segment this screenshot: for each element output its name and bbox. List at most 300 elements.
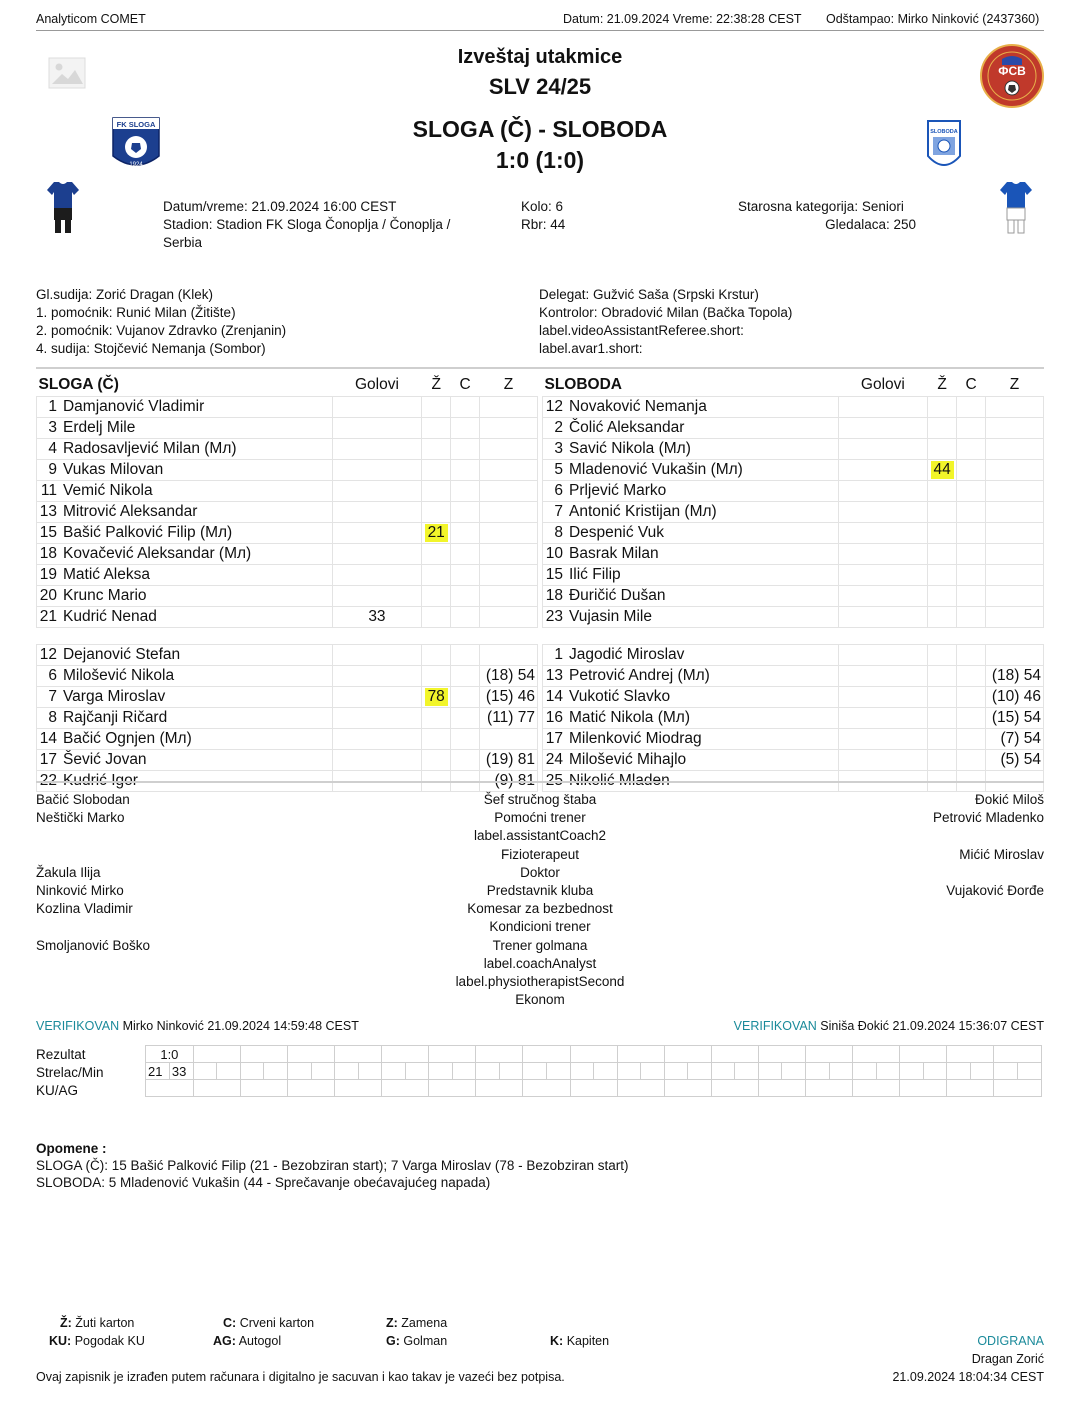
player-number: 2 [543,418,567,439]
player-substitution: (19) 81 [480,750,538,771]
away-staff-member: Mićić Miroslav [959,846,1044,862]
away-staff-member [744,900,1044,918]
player-yellow-card [422,544,451,565]
official-assistant-2: 2. pomoćnik: Vujanov Zdravko (Zrenjanin) [36,323,287,338]
away-staff-member [744,918,1044,936]
staff-role: label.assistantCoach2 [473,828,607,844]
away-staff-member: Petrović Mladenko [932,810,1044,826]
grid-label-ku-ag: KU/AG [36,1083,79,1098]
col-red: C [459,376,471,393]
grid-scorer-cell [382,1063,406,1080]
grid-ku-ag-cell [853,1080,900,1097]
player-goals [838,666,928,687]
grid-minute-cell [688,1063,712,1080]
home-staff-member: Smoljanović Boško [36,937,151,953]
player-goals [838,502,928,523]
player-number: 7 [543,502,567,523]
player-goals [838,460,928,481]
home-staff-member: Kozlina Vladimir [36,901,133,917]
player-yellow-card [928,439,957,460]
federation-logo [980,43,1044,112]
player-substitution [985,418,1043,439]
player-substitution [985,397,1043,418]
player-yellow-card [422,666,451,687]
player-yellow-card [422,523,451,544]
legend-key: Z: [386,1316,398,1330]
away-team-badge [925,118,963,177]
player-row [543,729,1044,750]
player-row [543,666,1044,687]
legend-key: KU: [49,1334,72,1348]
player-name: Vukas Milovan [61,460,332,481]
player-name: Kovačević Aleksandar (Мл) [61,544,332,565]
player-name: Bašić Palković Filip (Мл) [61,523,332,544]
grid-ku-ag-cell [382,1080,429,1097]
grid-scorer-cell [711,1063,735,1080]
away-staff-list [744,791,1044,1009]
grid-scorer-cell [994,1063,1018,1080]
player-row [543,750,1044,771]
player-yellow-card [422,645,451,666]
disclaimer: Ovaj zapisnik je izrađen putem računara i digitalno je sacuvan i kao takav je vazeći bez potpisa. [36,1370,565,1384]
grid-result-cell [758,1046,805,1063]
home-staff-member: Žakula Ilija [36,864,101,880]
staff-role: Šef stručnog štaba [483,792,597,807]
player-substitution [985,544,1043,565]
grid-result-cell [287,1046,334,1063]
player-name: Milenković Miodrag [567,729,838,750]
home-staff-member [36,973,336,991]
player-yellow-card [928,586,957,607]
grid-ku-ag-cell [193,1080,240,1097]
legend-ku [49,1334,145,1348]
printed-info: Datum: 21.09.2024 Vreme: 22:38:28 CEST [563,12,802,26]
grid-minute-cell [405,1063,429,1080]
officials-right [539,286,792,358]
player-red-card [451,397,480,418]
player-substitution [480,645,538,666]
legend-value: Autogol [238,1334,282,1348]
player-substitution: (18) 54 [985,666,1043,687]
printed-by: Odštampao: Mirko Ninković (2437360) [826,12,1040,26]
player-goals [838,418,928,439]
grid-result-cell [476,1046,523,1063]
col-red: C [965,376,977,393]
grid-ku-ag-cell [617,1080,664,1097]
player-number: 6 [543,481,567,502]
legend-ag [213,1334,281,1348]
player-substitution: (5) 54 [985,750,1043,771]
grid-minute-cell [641,1063,665,1080]
player-substitution [480,439,538,460]
grid-result-cell [193,1046,240,1063]
official-controller: Kontrolor: Obradović Milan (Bačka Topola) [539,305,793,320]
player-name: Varga Miroslav [61,687,332,708]
staff-roles-list [340,791,740,1009]
away-staff-member: Vujaković Đorđe [946,882,1044,898]
grid-minute-cell [1017,1063,1041,1080]
legend-sub [386,1316,447,1330]
player-goals [838,523,928,544]
player-number: 8 [37,708,61,729]
grid-scorer-cell [476,1063,500,1080]
player-number: 14 [37,729,61,750]
home-verified-by: Mirko Ninković 21.09.2024 14:59:48 CEST [122,1019,359,1033]
grid-result-cell [806,1046,853,1063]
player-substitution [985,460,1043,481]
grid-result-cell [570,1046,617,1063]
player-substitution [985,607,1043,628]
player-red-card [451,586,480,607]
player-yellow-card [422,687,451,708]
player-goals [838,481,928,502]
goals-grid-labels [36,1046,104,1100]
player-name: Vujasin Mile [567,607,838,628]
cautions-away: SLOBODA: 5 Mladenović Vukašin (44 - Sprečavanje obećavajućeg napada) [36,1175,491,1190]
player-substitution [985,481,1043,502]
player-number: 10 [543,544,567,565]
player-red-card [451,544,480,565]
age-category: Starosna kategorija: Seniori [738,199,904,214]
home-badge-year: 1924 [129,162,143,168]
grid-ku-ag-cell [476,1080,523,1097]
col-goals: Golovi [354,376,399,393]
yellow-card-minute: 78 [425,688,448,706]
player-goals [332,481,422,502]
away-staff-member [744,937,1044,955]
grid-scorer-cell [570,1063,594,1080]
player-row [543,460,1044,481]
player-number: 4 [37,439,61,460]
player-goals [332,460,422,481]
player-red-card [451,687,480,708]
legend-value: Zamena [401,1316,448,1330]
grid-label-scorer: Strelac/Min [36,1065,104,1080]
player-goals [332,586,422,607]
legend-gk [386,1334,447,1348]
player-red-card [451,565,480,586]
player-goals [838,586,928,607]
home-team-badge [110,116,162,177]
col-yellow: Ž [431,376,441,393]
player-substitution [480,418,538,439]
player-substitution [480,523,538,544]
grid-scorer-cell [287,1063,311,1080]
home-lineup-table [36,374,538,792]
player-substitution [480,460,538,481]
player-row [543,481,1044,502]
player-yellow-card [422,481,451,502]
player-row [37,607,538,628]
player-red-card [451,708,480,729]
player-number: 15 [37,523,61,544]
grid-scorer-cell [664,1063,688,1080]
home-staff-member [36,918,336,936]
player-name: Jagodić Miroslav [567,645,838,666]
player-red-card [451,523,480,544]
player-substitution [480,565,538,586]
verified-label: VERIFIKOVAN [36,1019,120,1033]
player-yellow-card [928,645,957,666]
player-goals [838,544,928,565]
player-number: 24 [543,750,567,771]
legend-red [223,1316,314,1330]
player-substitution [480,502,538,523]
player-name: Basrak Milan [567,544,838,565]
grid-result-cell [664,1046,711,1063]
player-red-card [451,666,480,687]
away-staff-member: Đokić Miloš [974,792,1044,807]
staff-role: label.physiotherapistSecond [455,973,625,989]
player-goals [332,645,422,666]
player-row [37,565,538,586]
grid-result-cell [382,1046,429,1063]
spectators: Gledalaca: 250 [825,217,916,232]
player-yellow-card [928,544,957,565]
grid-result-cell [429,1046,476,1063]
player-yellow-card [422,607,451,628]
player-red-card [451,729,480,750]
player-red-card [957,460,986,481]
player-substitution: (11) 77 [480,708,538,729]
player-red-card [957,565,986,586]
player-name: Šević Jovan [61,750,332,771]
player-number: 18 [543,586,567,607]
home-staff-member [36,827,336,845]
player-yellow-card [928,460,957,481]
player-number: 6 [37,666,61,687]
legend-value: Žuti karton [75,1316,135,1330]
player-substitution [985,523,1043,544]
competition: SLV 24/25 [488,74,592,99]
player-number: 1 [543,645,567,666]
grid-minute-cell [546,1063,570,1080]
player-yellow-card [422,418,451,439]
player-number: 16 [543,708,567,729]
player-red-card [451,418,480,439]
grid-result-cell [335,1046,382,1063]
staff-role: Pomoćni trener [494,810,586,826]
player-substitution: (7) 54 [985,729,1043,750]
player-yellow-card [422,439,451,460]
player-row [543,565,1044,586]
player-goals [838,397,928,418]
home-staff-member: Neštički Marko [36,810,125,826]
match-title: SLOGA (Č) - SLOBODA [412,116,668,142]
legend-key: AG: [213,1334,236,1348]
player-red-card [957,687,986,708]
player-number: 15 [543,565,567,586]
grid-minute-cell [264,1063,288,1080]
player-number: 11 [37,481,61,502]
col-yellow: Ž [937,376,947,393]
player-name: Kudrić Nenad [61,607,332,628]
grid-minute-cell [358,1063,382,1080]
match-datetime: Datum/vreme: 21.09.2024 16:00 CEST [163,199,397,214]
player-row [37,523,538,544]
player-goals [838,565,928,586]
player-number: 1 [37,397,61,418]
grid-scorer-cell [806,1063,830,1080]
player-row [543,645,1044,666]
player-yellow-card [422,502,451,523]
grid-scorer-cell [617,1063,641,1080]
player-goals [332,687,422,708]
player-goals [332,750,422,771]
player-yellow-card [928,397,957,418]
match-status: ODIGRANA [977,1334,1044,1348]
player-name: Petrović Andrej (Мл) [567,666,838,687]
player-red-card [451,439,480,460]
staff-role: Ekonom [515,992,565,1008]
player-goals [332,565,422,586]
staff-role: Predstavnik kluba [486,882,594,898]
player-number: 12 [37,645,61,666]
legend-key: K: [550,1334,564,1348]
player-row [37,418,538,439]
home-staff-member [36,955,336,973]
grid-minute-cell [782,1063,806,1080]
grid-minute-cell [876,1063,900,1080]
player-name: Čolić Aleksandar [567,418,838,439]
player-number: 21 [37,607,61,628]
player-row [543,607,1044,628]
player-substitution [480,729,538,750]
home-staff-member: Ninković Mirko [36,882,124,898]
signer-name: Dragan Zorić [971,1352,1044,1366]
player-row [37,397,538,418]
player-row [37,460,538,481]
player-yellow-card [422,729,451,750]
home-verification [36,1019,359,1033]
player-yellow-card [422,750,451,771]
player-goals [332,418,422,439]
player-row [543,708,1044,729]
player-goals [838,729,928,750]
away-kit-icon [999,180,1033,234]
player-number: 7 [37,687,61,708]
player-row [543,586,1044,607]
player-yellow-card [928,565,957,586]
player-number: 9 [37,460,61,481]
away-staff-member [744,827,1044,845]
grid-minute-cell [970,1063,994,1080]
player-substitution: (10) 46 [985,687,1043,708]
player-row [543,544,1044,565]
official-avar: label.avar1.short: [539,341,643,356]
grid-ku-ag-cell [429,1080,476,1097]
app-name: Analyticom COMET [36,12,146,26]
home-kit-icon [46,180,80,234]
player-yellow-card [422,397,451,418]
player-name: Damjanović Vladimir [61,397,332,418]
player-number: 12 [543,397,567,418]
official-var: label.videoAssistantReferee.short: [539,323,744,338]
grid-scorer-cell [853,1063,877,1080]
staff-role: Doktor [520,864,560,880]
staff-role: Fizioterapeut [500,846,580,862]
yellow-card-minute: 44 [931,461,954,479]
grid-minute-cell [217,1063,241,1080]
player-red-card [451,460,480,481]
match-stadium: Stadion: Stadion FK Sloga Čonoplja / Čonoplja / Serbia [163,217,451,250]
player-name: Antonić Kristijan (Мл) [567,502,838,523]
player-substitution: (18) 54 [480,666,538,687]
player-number: 17 [37,750,61,771]
player-red-card [957,418,986,439]
staff-role: Trener golmana [492,937,588,953]
player-row [543,418,1044,439]
player-red-card [957,439,986,460]
col-sub: Z [503,376,514,393]
player-goals [332,708,422,729]
player-number: 20 [37,586,61,607]
home-staff-list [36,791,336,1009]
player-name: Rajčanji Ričard [61,708,332,729]
player-goals [332,439,422,460]
player-row [37,750,538,771]
legend-value: Pogodak KU [74,1334,145,1348]
player-red-card [451,750,480,771]
match-round: Kolo: 6 [521,199,564,214]
player-row [37,439,538,460]
grid-result-cell [523,1046,570,1063]
cautions-home: SLOGA (Č): 15 Bašić Palković Filip (21 - Bezobziran start); 7 Varga Miroslav (78 - Bezobziran start) [36,1158,629,1173]
player-substitution [985,502,1043,523]
player-substitution [480,481,538,502]
player-goals [838,607,928,628]
cautions-title: Opomene : [36,1141,107,1156]
player-number: 13 [37,502,61,523]
home-staff-member [36,846,336,864]
grid-scorer-cell [947,1063,971,1080]
player-goals [838,645,928,666]
grid-ku-ag-cell [146,1080,194,1097]
col-sub: Z [1009,376,1020,393]
grid-ku-ag-cell [947,1080,994,1097]
grid-scorer-cell [758,1063,782,1080]
player-yellow-card [928,418,957,439]
player-name: Dejanović Stefan [61,645,332,666]
grid-ku-ag-cell [806,1080,853,1097]
player-yellow-card [928,729,957,750]
official-delegate: Delegat: Gužvić Saša (Srpski Krstur) [539,287,759,302]
player-name: Erdelj Mile [61,418,332,439]
player-name: Mladenović Vukašin (Мл) [567,460,838,481]
grid-scorer-cell [900,1063,924,1080]
grid-scorer-cell: 21 [146,1063,170,1080]
player-name: Savić Nikola (Мл) [567,439,838,460]
player-row [37,645,538,666]
grid-ku-ag-cell [240,1080,287,1097]
cautions-list [36,1157,628,1191]
grid-minute-cell [311,1063,335,1080]
player-red-card [451,502,480,523]
player-name: Mitrović Aleksandar [61,502,332,523]
grid-scorer-cell [240,1063,264,1080]
legend-key: Ž: [60,1316,72,1330]
player-name: Despenić Vuk [567,523,838,544]
report-title: Izveštaj utakmice [457,46,623,68]
grid-minute-cell [923,1063,947,1080]
grid-ku-ag-cell [570,1080,617,1097]
player-row [37,544,538,565]
player-number: 13 [543,666,567,687]
player-number: 8 [543,523,567,544]
grid-ku-ag-cell [287,1080,334,1097]
player-goals [332,397,422,418]
player-yellow-card [422,565,451,586]
